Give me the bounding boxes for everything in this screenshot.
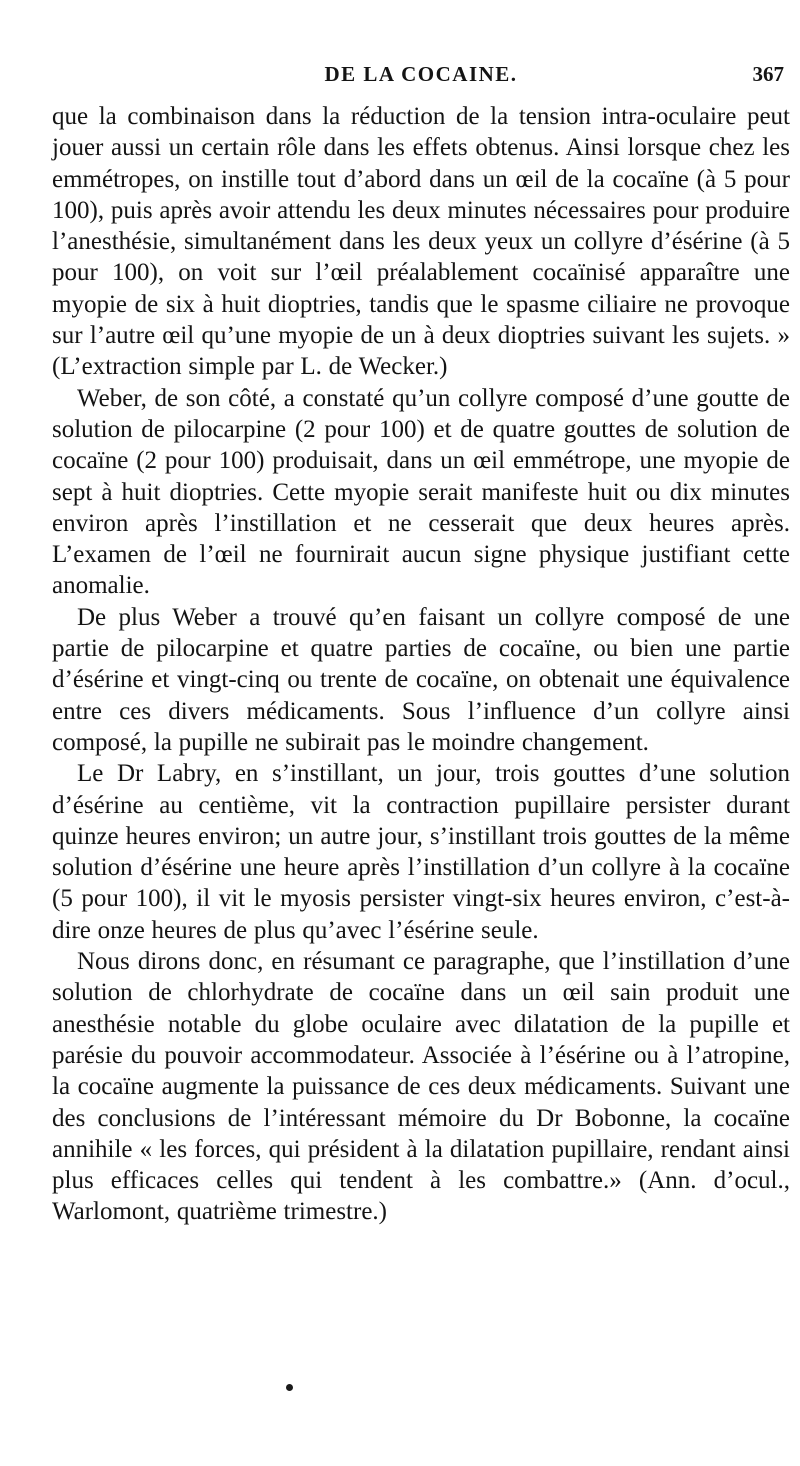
paragraph-weber-equivalence: De plus Weber a trouvé qu’en faisant un collyre composé de une partie de pilocarpine et quatre parties de cocaïne, ou bien une partie d’ésérine et vingt-cinq ou trente de cocaïne, on obtenait une équivalence entre ces divers médicaments. Sous l’influence d’un collyre ainsi composé, la pupille ne subirait pas le moindre changement. xyxy=(52,603,790,756)
running-head xyxy=(52,62,790,90)
paragraph-labry: Le Dr Labry, en s’instillant, un jour, trois gouttes d’une solution d’ésérine au centième, vit la contraction pupillaire persister durant quinze heures environ; un autre jour, s’instillant trois gouttes de la même solution d’ésérine une heure après l’instillation d’un collyre à la cocaïne (5 pour 100), il vit le myosis persister vingt-six heures environ, c’est-à-dire onze heures de plus qu’avec l’ésérine seule. xyxy=(52,760,790,944)
paragraph-continuation: que la combinaison dans la réduction de la tension intra-oculaire peut jouer aussi un certain rôle dans les effets obtenus. Ainsi lorsque chez les emmétropes, on instille tout d’abord dans un œil de la cocaïne (à 5 pour 100), puis après avoir attendu les deux minutes nécessaires pour produire l’anesthésie, simultanément dans les deux yeux un collyre d’ésérine (à 5 pour 100), on voit sur l’œil préalablement cocaïnisé apparaître une myopie de six à huit dioptries, tandis que le spasme ciliaire ne provoque sur l’autre œil qu’une myopie de un à deux dioptries suivant les sujets. » (L’extraction simple par L. de Wecker.) xyxy=(52,103,790,381)
body-text xyxy=(52,101,790,1228)
paragraph-weber: Weber, de son côté, a constaté qu’un collyre composé d’une goutte de solution de pilocarpine (2 pour 100) et de quatre gouttes de solution de cocaïne (2 pour 100) produisait, dans un œil emmétrope, une myopie de sept à huit dioptries. Cette myopie serait manifeste huit ou dix minutes environ après l’instillation et ne cesserait que deux heures après. L’examen de l’œil ne fournirait aucun signe physique justifiant cette anomalie. xyxy=(52,384,790,600)
running-title: DE LA COCAINE. xyxy=(324,62,518,86)
paragraph-summary: Nous dirons donc, en résumant ce paragraphe, que l’instillation d’une solution de chlorhydrate de cocaïne dans un œil sain produit une anesthésie notable du globe oculaire avec dilatation de la pupille et parésie du pouvoir accommodateur. Associée à l’ésérine ou à l’atropine, la cocaïne augmente la puissance de ces deux médicaments. Suivant une des conclusions de l’intéressant mémoire du Dr Bobonne, la cocaïne annihile « les forces, qui président à la dilatation pupillaire, rendant ainsi plus efficaces celles qui tendent à les combattre.» (Ann. d’ocul., Warlomont, quatrième trimestre.) xyxy=(52,948,790,1226)
page-number: 367 xyxy=(752,62,784,86)
ink-dot xyxy=(286,1384,293,1391)
